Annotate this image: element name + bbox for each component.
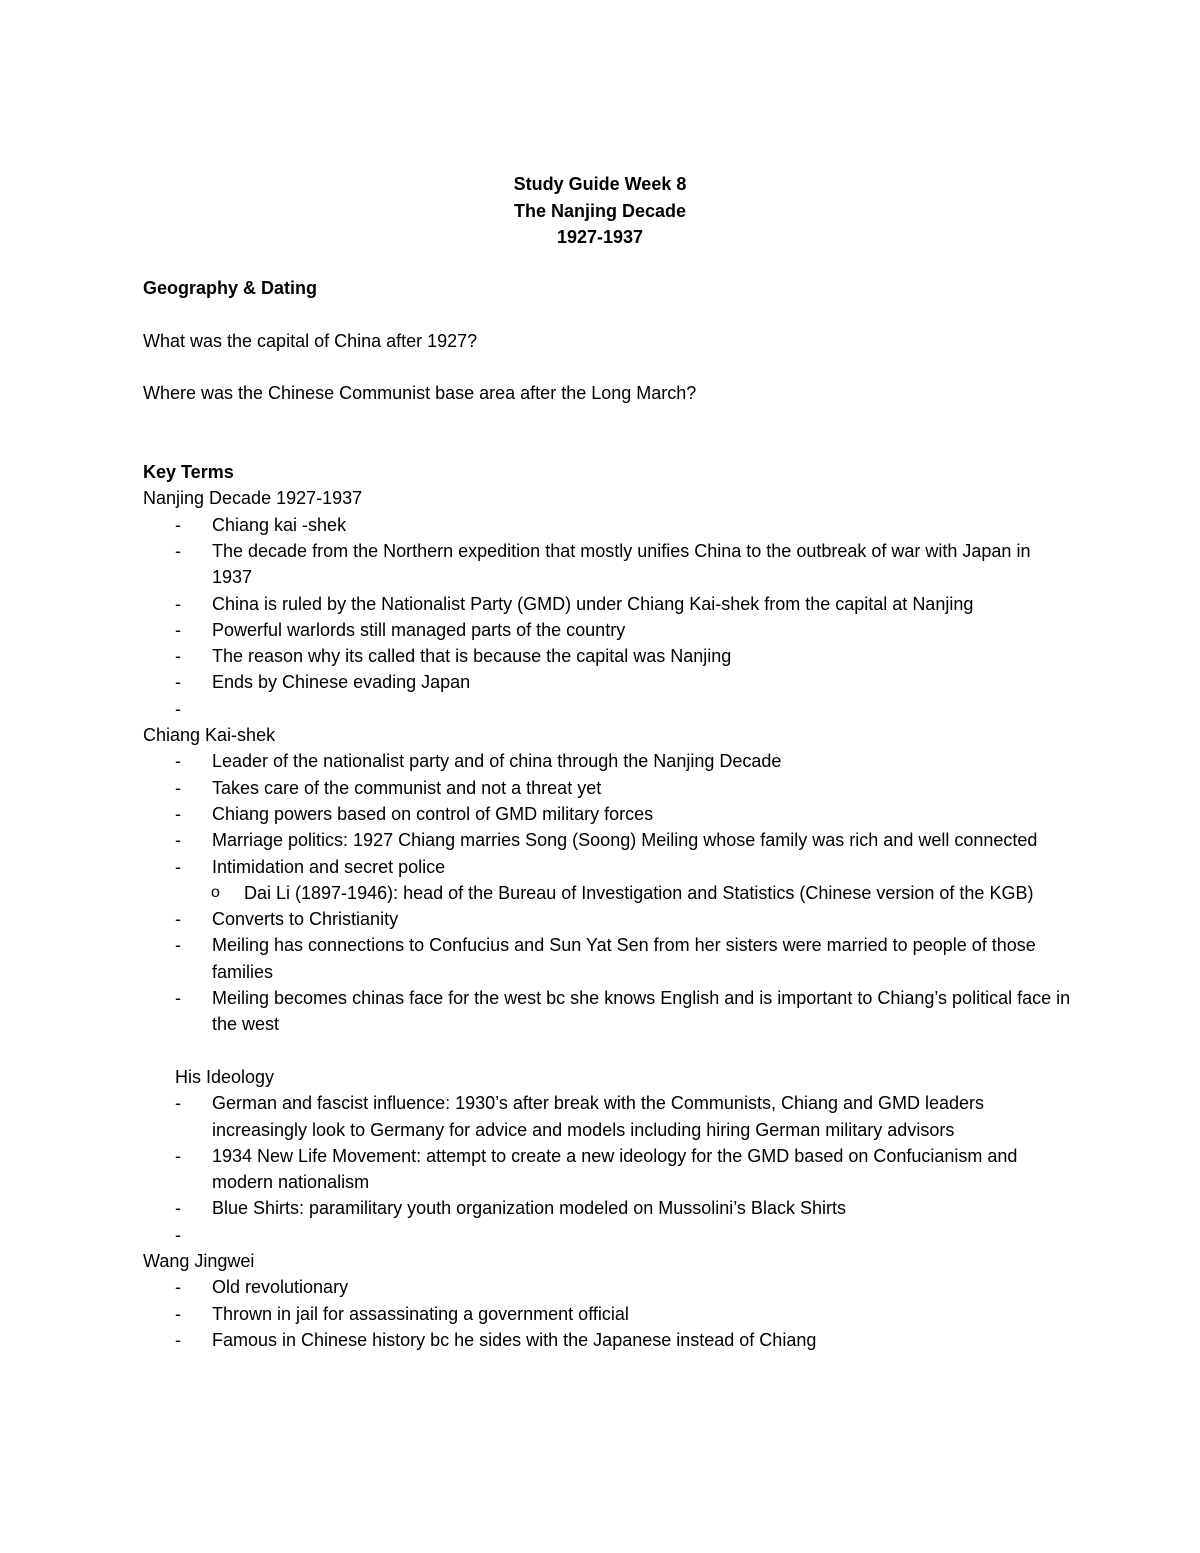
term-nanjing-decade: Nanjing Decade 1927-1937 [143,488,363,509]
ideology-bullet-list [143,1090,1073,1248]
term-chiang-kai-shek: Chiang Kai-shek [143,725,276,746]
chiang-bullet-list [143,748,1073,879]
term-wang-jingwei: Wang Jingwei [143,1250,255,1271]
list-item: - 1934 New Life Movement: attempt to create a new ideology for the GMD based on Confucianism and modern nationalism [143,1143,1073,1196]
list-item-empty [143,696,1073,722]
list-item: - German and fascist influence: 1930’s after break with the Communists, Chiang and GMD leaders increasingly look to Germany for advice and models including hiring German military advisors [143,1090,1073,1143]
list-item: - Thrown in jail for assassinating a government official [143,1301,1073,1327]
list-item: - Meiling becomes chinas face for the west bc she knows English and is important to Chiang’s political face in the west [143,985,1073,1038]
list-item: - Meiling has connections to Confucius and Sun Yat Sen from her sisters were married to people of those families [143,932,1073,985]
list-item: - Chiang powers based on control of GMD military forces [143,801,1073,827]
list-item: - Converts to Christianity [143,906,1073,932]
document-body [143,275,1073,1353]
dai-li-sub-list [175,880,1073,906]
list-item: - The reason why its called that is because the capital was Nanjing [143,643,1073,669]
list-item: - Ends by Chinese evading Japan [143,669,1073,695]
nanjing-bullet-list [143,512,1073,722]
list-item: - The decade from the Northern expedition that mostly unifies China to the outbreak of war with Japan in 1937 [143,538,1073,591]
list-item: - Leader of the nationalist party and of china through the Nanjing Decade [143,748,1073,774]
title-line-2: The Nanjing Decade [513,200,687,221]
list-item: - Old revolutionary [143,1274,1073,1300]
title-line-3: 1927-1937 [556,227,644,247]
title-line-1: Study Guide Week 8 [513,174,687,194]
key-terms-heading: Key Terms [143,462,234,483]
list-item: - Famous in Chinese history bc he sides with the Japanese instead of Chiang [143,1327,1073,1353]
list-item: - Marriage politics: 1927 Chiang marries Song (Soong) Meiling whose family was rich and well connected [143,827,1073,853]
title-block [0,171,1200,251]
geography-heading: Geography & Dating [143,278,318,298]
sub-list-item: o Dai Li (1897-1946): head of the Bureau of Investigation and Statistics (Chinese version of the KGB) [175,880,1073,906]
his-ideology-label: His Ideology [175,1066,275,1087]
list-item: - Blue Shirts: paramilitary youth organization modeled on Mussolini’s Black Shirts [143,1195,1073,1221]
geography-question-1: What was the capital of China after 1927? [143,330,478,351]
list-item: - China is ruled by the Nationalist Party (GMD) under Chiang Kai-shek from the capital at Nanjing [143,591,1073,617]
list-item: - Takes care of the communist and not a threat yet [143,775,1073,801]
geography-question-2: Where was the Chinese Communist base area after the Long March? [143,383,697,404]
list-item-empty [143,1222,1073,1248]
sub-list-wrapper [143,880,1073,906]
list-item: - Intimidation and secret police [143,854,1073,880]
chiang-bullet-list-continued [143,906,1073,1037]
list-item: - Chiang kai -shek [143,512,1073,538]
list-item: - Powerful warlords still managed parts of the country [143,617,1073,643]
wang-bullet-list [143,1274,1073,1353]
